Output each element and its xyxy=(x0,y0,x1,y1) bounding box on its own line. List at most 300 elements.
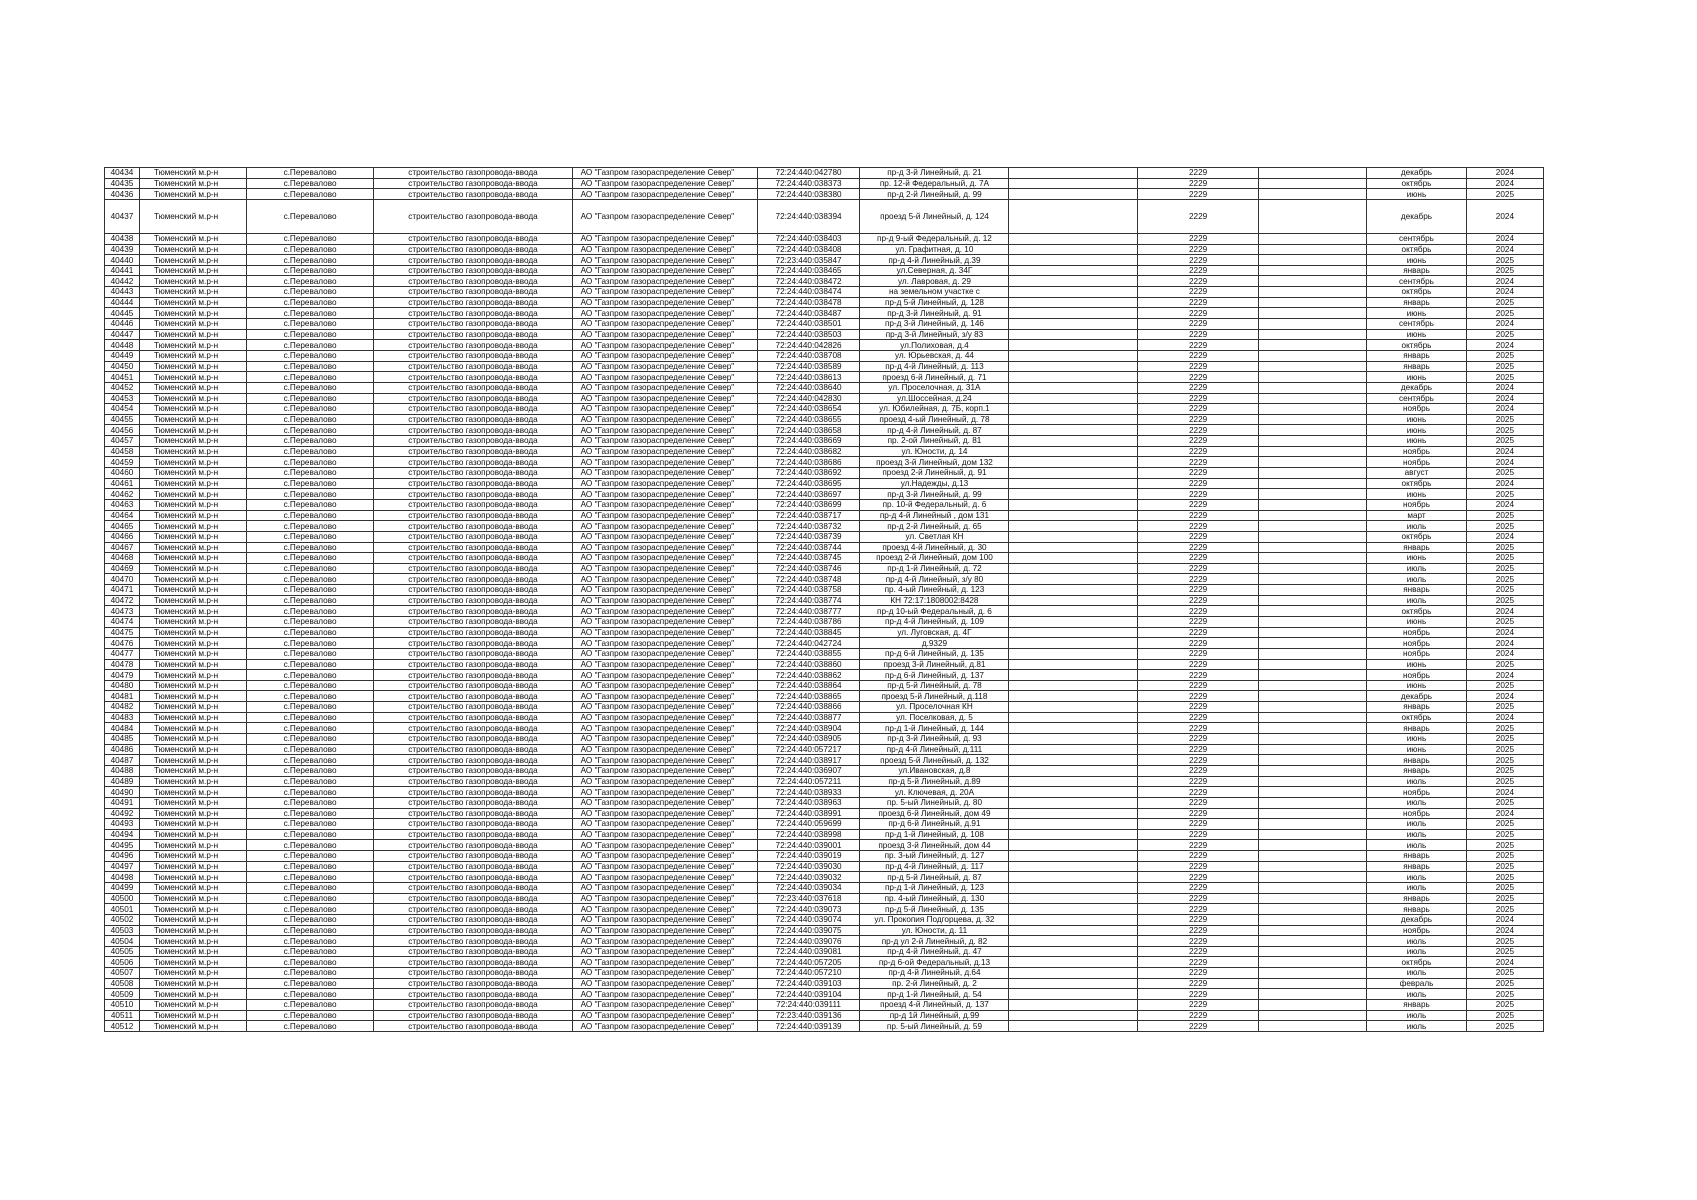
cell-district: Тюменский м.р-н xyxy=(139,616,246,627)
cell-year: 2025 xyxy=(1466,297,1543,308)
cell-district: Тюменский м.р-н xyxy=(139,361,246,372)
cell-cadastral: 72:24:440:038745 xyxy=(757,553,860,564)
cell-organization: АО "Газпром газораспределение Север" xyxy=(572,199,757,233)
table-row xyxy=(105,233,1544,244)
cell-settlement: с.Перевалово xyxy=(246,1010,373,1021)
cell-work: строительство газопровода-ввода xyxy=(374,478,572,489)
cell-address: пр. 5-ый Линейный, д. 80 xyxy=(860,797,1009,808)
cell-cadastral: 72:24:440:038845 xyxy=(757,627,860,638)
cell-cadastral: 72:24:440:057211 xyxy=(757,776,860,787)
cell-id: 40453 xyxy=(105,393,140,404)
cell-organization: АО "Газпром газораспределение Север" xyxy=(572,734,757,745)
cell-year: 2024 xyxy=(1466,276,1543,287)
cell-blank1 xyxy=(1009,404,1137,415)
cell-blank1 xyxy=(1009,968,1137,979)
cell-work: строительство газопровода-ввода xyxy=(374,276,572,287)
cell-id: 40504 xyxy=(105,936,140,947)
cell-id: 40509 xyxy=(105,989,140,1000)
cell-work: строительство газопровода-ввода xyxy=(374,627,572,638)
cell-code: 2229 xyxy=(1137,499,1258,510)
cell-year: 2024 xyxy=(1466,404,1543,415)
cell-blank2 xyxy=(1259,936,1367,947)
cell-blank1 xyxy=(1009,872,1137,883)
cell-cadastral: 72:24:440:059699 xyxy=(757,819,860,830)
cell-settlement: с.Перевалово xyxy=(246,755,373,766)
cell-month: январь xyxy=(1367,723,1467,734)
cell-blank2 xyxy=(1259,372,1367,383)
cell-blank2 xyxy=(1259,542,1367,553)
cell-month: январь xyxy=(1367,350,1467,361)
cell-settlement: с.Перевалово xyxy=(246,393,373,404)
cell-settlement: с.Перевалово xyxy=(246,510,373,521)
cell-cadastral: 72:24:440:038699 xyxy=(757,499,860,510)
cell-organization: АО "Газпром газораспределение Север" xyxy=(572,851,757,862)
cell-blank1 xyxy=(1009,638,1137,649)
table-row xyxy=(105,861,1544,872)
cell-id: 40505 xyxy=(105,946,140,957)
cell-id: 40477 xyxy=(105,648,140,659)
cell-code: 2229 xyxy=(1137,585,1258,596)
cell-address: ул. Поселковая, д. 5 xyxy=(860,712,1009,723)
cell-work: строительство газопровода-ввода xyxy=(374,542,572,553)
cell-organization: АО "Газпром газораспределение Север" xyxy=(572,319,757,330)
cell-month: январь xyxy=(1367,361,1467,372)
cell-id: 40479 xyxy=(105,670,140,681)
cell-year: 2025 xyxy=(1466,510,1543,521)
cell-blank2 xyxy=(1259,978,1367,989)
cell-month: февраль xyxy=(1367,978,1467,989)
cell-organization: АО "Газпром газораспределение Север" xyxy=(572,872,757,883)
cell-cadastral: 72:24:440:038474 xyxy=(757,287,860,298)
cell-district: Тюменский м.р-н xyxy=(139,189,246,200)
cell-settlement: с.Перевалово xyxy=(246,989,373,1000)
cell-blank1 xyxy=(1009,765,1137,776)
table-row xyxy=(105,168,1544,179)
cell-code: 2229 xyxy=(1137,925,1258,936)
table-row xyxy=(105,329,1544,340)
cell-year: 2025 xyxy=(1466,436,1543,447)
cell-blank2 xyxy=(1259,340,1367,351)
cell-month: ноябрь xyxy=(1367,638,1467,649)
cell-year: 2025 xyxy=(1466,840,1543,851)
cell-blank2 xyxy=(1259,1021,1367,1032)
cell-district: Тюменский м.р-н xyxy=(139,968,246,979)
cell-organization: АО "Газпром газораспределение Север" xyxy=(572,168,757,179)
cell-blank2 xyxy=(1259,659,1367,670)
cell-work: строительство газопровода-ввода xyxy=(374,957,572,968)
cell-cadastral: 72:24:440:038732 xyxy=(757,521,860,532)
cell-year: 2024 xyxy=(1466,393,1543,404)
cell-organization: АО "Газпром газораспределение Север" xyxy=(572,457,757,468)
cell-cadastral: 72:24:440:039075 xyxy=(757,925,860,936)
cell-address: пр-д 4-й Линейный, з/у 80 xyxy=(860,574,1009,585)
cell-blank1 xyxy=(1009,627,1137,638)
cell-year: 2025 xyxy=(1466,414,1543,425)
cell-district: Тюменский м.р-н xyxy=(139,744,246,755)
table-row xyxy=(105,797,1544,808)
cell-organization: АО "Газпром газораспределение Север" xyxy=(572,968,757,979)
cell-work: строительство газопровода-ввода xyxy=(374,531,572,542)
cell-month: январь xyxy=(1367,765,1467,776)
cell-year: 2025 xyxy=(1466,1000,1543,1011)
cell-work: строительство газопровода-ввода xyxy=(374,765,572,776)
cell-id: 40503 xyxy=(105,925,140,936)
cell-district: Тюменский м.р-н xyxy=(139,946,246,957)
cell-id: 40493 xyxy=(105,819,140,830)
cell-settlement: с.Перевалово xyxy=(246,585,373,596)
cell-month: июль xyxy=(1367,776,1467,787)
cell-blank2 xyxy=(1259,297,1367,308)
cell-cadastral: 72:24:440:038774 xyxy=(757,595,860,606)
cell-settlement: с.Перевалово xyxy=(246,499,373,510)
cell-blank2 xyxy=(1259,808,1367,819)
cell-blank1 xyxy=(1009,648,1137,659)
cell-district: Тюменский м.р-н xyxy=(139,925,246,936)
cell-blank1 xyxy=(1009,893,1137,904)
cell-district: Тюменский м.р-н xyxy=(139,936,246,947)
cell-work: строительство газопровода-ввода xyxy=(374,723,572,734)
table-row xyxy=(105,478,1544,489)
cell-work: строительство газопровода-ввода xyxy=(374,776,572,787)
cell-blank2 xyxy=(1259,178,1367,189)
cell-id: 40463 xyxy=(105,499,140,510)
cell-district: Тюменский м.р-н xyxy=(139,702,246,713)
cell-month: июнь xyxy=(1367,744,1467,755)
cell-month: июнь xyxy=(1367,436,1467,447)
cell-blank1 xyxy=(1009,978,1137,989)
cell-settlement: с.Перевалово xyxy=(246,199,373,233)
cell-address: проезд 2-й Линейный, д. 91 xyxy=(860,468,1009,479)
cell-cadastral: 72:24:440:039034 xyxy=(757,883,860,894)
cell-blank2 xyxy=(1259,691,1367,702)
cell-month: июль xyxy=(1367,574,1467,585)
cell-work: строительство газопровода-ввода xyxy=(374,393,572,404)
table-row xyxy=(105,255,1544,266)
cell-cadastral: 72:24:440:038654 xyxy=(757,404,860,415)
cell-district: Тюменский м.р-н xyxy=(139,276,246,287)
cell-id: 40507 xyxy=(105,968,140,979)
cell-cadastral: 72:24:440:038669 xyxy=(757,436,860,447)
cell-blank2 xyxy=(1259,393,1367,404)
cell-cadastral: 72:24:440:038905 xyxy=(757,734,860,745)
cell-blank1 xyxy=(1009,744,1137,755)
cell-cadastral: 72:24:440:038373 xyxy=(757,178,860,189)
cell-blank1 xyxy=(1009,1000,1137,1011)
cell-blank2 xyxy=(1259,468,1367,479)
cell-blank1 xyxy=(1009,244,1137,255)
cell-address: проезд 4-ый Линейный, д. 78 xyxy=(860,414,1009,425)
cell-cadastral: 72:24:440:038963 xyxy=(757,797,860,808)
cell-month: ноябрь xyxy=(1367,627,1467,638)
cell-organization: АО "Газпром газораспределение Север" xyxy=(572,521,757,532)
table-row xyxy=(105,446,1544,457)
cell-address: ул. Юности, д. 14 xyxy=(860,446,1009,457)
cell-district: Тюменский м.р-н xyxy=(139,436,246,447)
cell-code: 2229 xyxy=(1137,340,1258,351)
cell-month: август xyxy=(1367,468,1467,479)
cell-organization: АО "Газпром газораспределение Север" xyxy=(572,414,757,425)
cell-cadastral: 72:24:440:039104 xyxy=(757,989,860,1000)
cell-month: июль xyxy=(1367,595,1467,606)
cell-id: 40482 xyxy=(105,702,140,713)
cell-cadastral: 72:24:440:038503 xyxy=(757,329,860,340)
table-row xyxy=(105,925,1544,936)
cell-settlement: с.Перевалово xyxy=(246,382,373,393)
cell-cadastral: 72:24:440:038904 xyxy=(757,723,860,734)
cell-settlement: с.Перевалово xyxy=(246,829,373,840)
table-row xyxy=(105,670,1544,681)
cell-code: 2229 xyxy=(1137,446,1258,457)
table-row xyxy=(105,627,1544,638)
cell-organization: АО "Газпром газораспределение Север" xyxy=(572,1000,757,1011)
cell-blank1 xyxy=(1009,199,1137,233)
cell-month: ноябрь xyxy=(1367,499,1467,510)
cell-district: Тюменский м.р-н xyxy=(139,627,246,638)
cell-settlement: с.Перевалово xyxy=(246,1000,373,1011)
cell-blank2 xyxy=(1259,319,1367,330)
cell-settlement: с.Перевалово xyxy=(246,925,373,936)
cell-address: ул. Лавровая, д. 29 xyxy=(860,276,1009,287)
cell-year: 2024 xyxy=(1466,319,1543,330)
cell-month: октябрь xyxy=(1367,531,1467,542)
cell-year: 2024 xyxy=(1466,638,1543,649)
cell-blank2 xyxy=(1259,734,1367,745)
cell-blank2 xyxy=(1259,776,1367,787)
cell-organization: АО "Газпром газораспределение Север" xyxy=(572,468,757,479)
cell-cadastral: 72:24:440:057210 xyxy=(757,968,860,979)
cell-year: 2025 xyxy=(1466,680,1543,691)
cell-year: 2025 xyxy=(1466,616,1543,627)
cell-blank2 xyxy=(1259,840,1367,851)
cell-month: январь xyxy=(1367,297,1467,308)
cell-blank2 xyxy=(1259,361,1367,372)
cell-month: июнь xyxy=(1367,329,1467,340)
cell-year: 2025 xyxy=(1466,553,1543,564)
cell-code: 2229 xyxy=(1137,468,1258,479)
cell-organization: АО "Газпром газораспределение Север" xyxy=(572,978,757,989)
cell-address: пр-д 1-й Линейный, д. 108 xyxy=(860,829,1009,840)
cell-id: 40478 xyxy=(105,659,140,670)
cell-blank1 xyxy=(1009,329,1137,340)
cell-blank2 xyxy=(1259,946,1367,957)
cell-id: 40492 xyxy=(105,808,140,819)
cell-blank1 xyxy=(1009,1010,1137,1021)
cell-address: пр-д 4-й Линейный, д. 109 xyxy=(860,616,1009,627)
cell-district: Тюменский м.р-н xyxy=(139,574,246,585)
cell-id: 40451 xyxy=(105,372,140,383)
cell-code: 2229 xyxy=(1137,244,1258,255)
cell-address: пр-д 1-й Линейный, д. 54 xyxy=(860,989,1009,1000)
cell-year: 2024 xyxy=(1466,199,1543,233)
cell-year: 2025 xyxy=(1466,861,1543,872)
cell-organization: АО "Газпром газораспределение Север" xyxy=(572,946,757,957)
cell-blank2 xyxy=(1259,308,1367,319)
cell-id: 40454 xyxy=(105,404,140,415)
cell-cadastral: 72:24:440:057217 xyxy=(757,744,860,755)
cell-year: 2024 xyxy=(1466,340,1543,351)
cell-code: 2229 xyxy=(1137,638,1258,649)
cell-district: Тюменский м.р-н xyxy=(139,797,246,808)
cell-id: 40464 xyxy=(105,510,140,521)
cell-code: 2229 xyxy=(1137,872,1258,883)
cell-work: строительство газопровода-ввода xyxy=(374,372,572,383)
cell-id: 40442 xyxy=(105,276,140,287)
cell-work: строительство газопровода-ввода xyxy=(374,361,572,372)
cell-address: пр-д 2-й Линейный, д. 65 xyxy=(860,521,1009,532)
cell-id: 40460 xyxy=(105,468,140,479)
cell-organization: АО "Газпром газораспределение Север" xyxy=(572,329,757,340)
table-row xyxy=(105,808,1544,819)
cell-settlement: с.Перевалово xyxy=(246,893,373,904)
cell-blank1 xyxy=(1009,436,1137,447)
cell-district: Тюменский м.р-н xyxy=(139,404,246,415)
cell-work: строительство газопровода-ввода xyxy=(374,436,572,447)
table-row xyxy=(105,468,1544,479)
cell-district: Тюменский м.р-н xyxy=(139,595,246,606)
cell-work: строительство газопровода-ввода xyxy=(374,616,572,627)
cell-year: 2025 xyxy=(1466,468,1543,479)
cell-organization: АО "Газпром газораспределение Север" xyxy=(572,510,757,521)
cell-address: пр. 5-ый Линейный, д. 59 xyxy=(860,1021,1009,1032)
cell-year: 2025 xyxy=(1466,350,1543,361)
cell-blank2 xyxy=(1259,404,1367,415)
cell-settlement: с.Перевалово xyxy=(246,436,373,447)
cell-month: декабрь xyxy=(1367,691,1467,702)
cell-cadastral: 72:24:440:038465 xyxy=(757,265,860,276)
cell-work: строительство газопровода-ввода xyxy=(374,382,572,393)
cell-settlement: с.Перевалово xyxy=(246,840,373,851)
cell-cadastral: 72:24:440:038864 xyxy=(757,680,860,691)
cell-month: июнь xyxy=(1367,189,1467,200)
cell-code: 2229 xyxy=(1137,436,1258,447)
cell-cadastral: 72:24:440:038739 xyxy=(757,531,860,542)
table-row xyxy=(105,308,1544,319)
cell-year: 2025 xyxy=(1466,585,1543,596)
table-row xyxy=(105,244,1544,255)
cell-work: строительство газопровода-ввода xyxy=(374,648,572,659)
cell-district: Тюменский м.р-н xyxy=(139,531,246,542)
cell-month: ноябрь xyxy=(1367,648,1467,659)
cell-code: 2229 xyxy=(1137,510,1258,521)
cell-organization: АО "Газпром газораспределение Север" xyxy=(572,436,757,447)
cell-settlement: с.Перевалово xyxy=(246,744,373,755)
cell-address: ул. Юрьевская, д. 44 xyxy=(860,350,1009,361)
cell-address: д.9329 xyxy=(860,638,1009,649)
cell-year: 2025 xyxy=(1466,819,1543,830)
cell-work: строительство газопровода-ввода xyxy=(374,883,572,894)
cell-district: Тюменский м.р-н xyxy=(139,414,246,425)
cell-address: пр. 4-ый Линейный, д. 130 xyxy=(860,893,1009,904)
cell-id: 40484 xyxy=(105,723,140,734)
cell-settlement: с.Перевалово xyxy=(246,297,373,308)
cell-id: 40456 xyxy=(105,425,140,436)
cell-code: 2229 xyxy=(1137,414,1258,425)
cell-work: строительство газопровода-ввода xyxy=(374,553,572,564)
cell-blank1 xyxy=(1009,936,1137,947)
cell-blank2 xyxy=(1259,233,1367,244)
cell-settlement: с.Перевалово xyxy=(246,946,373,957)
cell-settlement: с.Перевалово xyxy=(246,595,373,606)
cell-code: 2229 xyxy=(1137,840,1258,851)
cell-month: январь xyxy=(1367,893,1467,904)
cell-district: Тюменский м.р-н xyxy=(139,787,246,798)
cell-cadastral: 72:24:440:039073 xyxy=(757,904,860,915)
cell-blank1 xyxy=(1009,840,1137,851)
table-row xyxy=(105,199,1544,233)
cell-blank2 xyxy=(1259,968,1367,979)
cell-blank2 xyxy=(1259,648,1367,659)
cell-district: Тюменский м.р-н xyxy=(139,468,246,479)
cell-cadastral: 72:24:440:038640 xyxy=(757,382,860,393)
table-row xyxy=(105,382,1544,393)
cell-cadastral: 72:24:440:038394 xyxy=(757,199,860,233)
cell-blank2 xyxy=(1259,255,1367,266)
cell-id: 40486 xyxy=(105,744,140,755)
cell-month: июль xyxy=(1367,819,1467,830)
cell-id: 40483 xyxy=(105,712,140,723)
cell-month: июль xyxy=(1367,1010,1467,1021)
table-row xyxy=(105,457,1544,468)
cell-year: 2024 xyxy=(1466,914,1543,925)
cell-blank1 xyxy=(1009,233,1137,244)
cell-id: 40510 xyxy=(105,1000,140,1011)
cell-year: 2025 xyxy=(1466,255,1543,266)
data-table xyxy=(104,167,1544,1032)
cell-year: 2025 xyxy=(1466,978,1543,989)
cell-month: июнь xyxy=(1367,489,1467,500)
cell-settlement: с.Перевалово xyxy=(246,712,373,723)
cell-district: Тюменский м.р-н xyxy=(139,287,246,298)
cell-code: 2229 xyxy=(1137,734,1258,745)
table-body xyxy=(105,168,1544,1032)
table-row xyxy=(105,914,1544,925)
cell-blank1 xyxy=(1009,808,1137,819)
cell-cadastral: 72:24:440:038917 xyxy=(757,755,860,766)
cell-code: 2229 xyxy=(1137,297,1258,308)
cell-settlement: с.Перевалово xyxy=(246,574,373,585)
cell-blank2 xyxy=(1259,829,1367,840)
cell-cadastral: 72:24:440:038748 xyxy=(757,574,860,585)
cell-year: 2024 xyxy=(1466,606,1543,617)
cell-blank2 xyxy=(1259,563,1367,574)
table-row xyxy=(105,989,1544,1000)
cell-year: 2025 xyxy=(1466,989,1543,1000)
cell-organization: АО "Газпром газораспределение Север" xyxy=(572,585,757,596)
cell-blank2 xyxy=(1259,425,1367,436)
cell-year: 2024 xyxy=(1466,382,1543,393)
cell-month: июнь xyxy=(1367,255,1467,266)
cell-blank2 xyxy=(1259,1010,1367,1021)
cell-year: 2025 xyxy=(1466,829,1543,840)
cell-organization: АО "Газпром газораспределение Север" xyxy=(572,755,757,766)
cell-district: Тюменский м.р-н xyxy=(139,265,246,276)
cell-id: 40502 xyxy=(105,914,140,925)
cell-cadastral: 72:24:440:038877 xyxy=(757,712,860,723)
cell-id: 40496 xyxy=(105,851,140,862)
cell-code: 2229 xyxy=(1137,755,1258,766)
cell-year: 2024 xyxy=(1466,233,1543,244)
cell-code: 2229 xyxy=(1137,861,1258,872)
cell-id: 40474 xyxy=(105,616,140,627)
cell-work: строительство газопровода-ввода xyxy=(374,734,572,745)
cell-settlement: с.Перевалово xyxy=(246,659,373,670)
cell-month: январь xyxy=(1367,851,1467,862)
cell-address: пр-д 4-й Линейный, д.64 xyxy=(860,968,1009,979)
cell-district: Тюменский м.р-н xyxy=(139,883,246,894)
cell-settlement: с.Перевалово xyxy=(246,308,373,319)
cell-id: 40457 xyxy=(105,436,140,447)
cell-address: проезд 5-й Линейный, д. 132 xyxy=(860,755,1009,766)
